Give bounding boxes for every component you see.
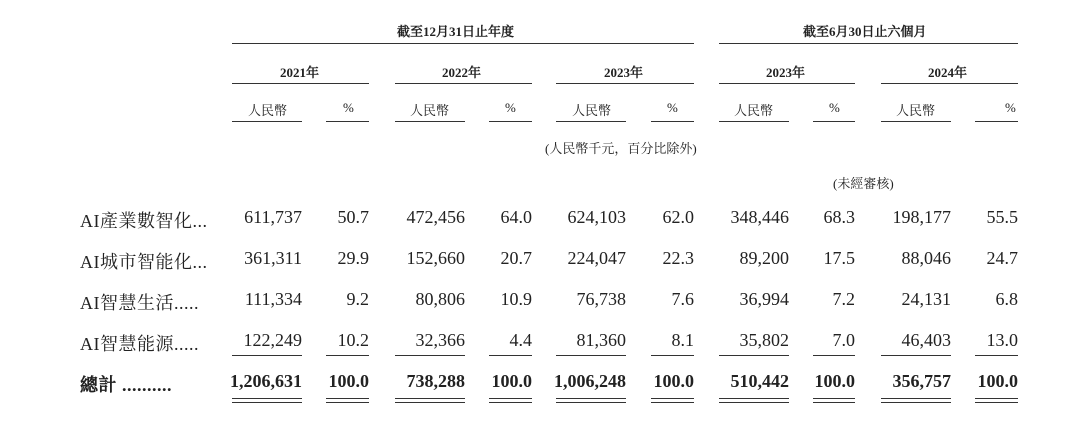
- unit-note: (人民幣千元，百分比除外): [545, 141, 697, 156]
- table-cell: 224,047: [567, 248, 626, 268]
- total-cell: 100.0: [491, 371, 532, 391]
- table-cell: 36,994: [739, 289, 789, 309]
- table-cell: 9.2: [346, 289, 369, 309]
- subtotal-rule: [556, 355, 626, 356]
- year-rule-2023-h1: [719, 83, 855, 84]
- col-rule: [881, 121, 951, 122]
- table-cell: 76,738: [576, 289, 626, 309]
- col-rule: [556, 121, 626, 122]
- table-cell: 88,046: [901, 248, 951, 268]
- subtotal-rule: [395, 355, 465, 356]
- total-double-rule: [975, 398, 1018, 403]
- col-rule: [326, 121, 369, 122]
- unaudited-note: (未經審核): [833, 176, 894, 191]
- table-cell: 17.5: [823, 248, 855, 268]
- subtotal-rule: [651, 355, 694, 356]
- row-label: AI產業數智化...: [80, 211, 208, 231]
- table-cell: 20.7: [500, 248, 532, 268]
- total-double-rule: [813, 398, 855, 403]
- subtotal-rule: [881, 355, 951, 356]
- header-six-months: 截至6月30日止六個月: [803, 24, 927, 39]
- col-rule: [395, 121, 465, 122]
- col-rule: [232, 121, 302, 122]
- year-header-2023-h1: 2023年: [766, 65, 806, 80]
- year-header-2022: 2022年: [442, 65, 482, 80]
- col-rule: [975, 121, 1018, 122]
- total-cell: 1,206,631: [230, 371, 302, 391]
- total-double-rule: [719, 398, 789, 403]
- table-cell: 7.0: [832, 330, 855, 350]
- table-cell: 361,311: [244, 248, 302, 268]
- table-cell: 50.7: [337, 207, 369, 227]
- header-six-months-rule: [719, 43, 1018, 44]
- col-rule: [813, 121, 855, 122]
- col-rule: [719, 121, 789, 122]
- total-cell: 100.0: [328, 371, 369, 391]
- table-cell: 4.4: [509, 330, 532, 350]
- total-double-rule: [489, 398, 532, 403]
- total-cell: 100.0: [977, 371, 1018, 391]
- col-rule: [651, 121, 694, 122]
- subtotal-rule: [719, 355, 789, 356]
- table-cell: 68.3: [823, 207, 855, 227]
- table-cell: 111,334: [244, 289, 302, 309]
- col-header-currency: 人民幣: [248, 103, 288, 118]
- table-cell: 6.8: [995, 289, 1018, 309]
- subtotal-rule: [489, 355, 532, 356]
- table-cell: 624,103: [567, 207, 626, 227]
- table-cell: 29.9: [337, 248, 369, 268]
- subtotal-rule: [232, 355, 302, 356]
- row-label: AI城市智能化...: [80, 252, 208, 272]
- table-cell: 35,802: [739, 330, 789, 350]
- header-fiscal-year: 截至12月31日止年度: [397, 24, 515, 39]
- table-cell: 64.0: [500, 207, 532, 227]
- subtotal-rule: [813, 355, 855, 356]
- table-cell: 472,456: [406, 207, 465, 227]
- year-rule-2023: [556, 83, 694, 84]
- table-cell: 7.2: [832, 289, 855, 309]
- total-double-rule: [556, 398, 626, 403]
- total-double-rule: [651, 398, 694, 403]
- table-cell: 81,360: [576, 330, 626, 350]
- table-cell: 22.3: [662, 248, 694, 268]
- col-header-percent: %: [343, 100, 354, 115]
- table-cell: 7.6: [671, 289, 694, 309]
- table-cell: 62.0: [662, 207, 694, 227]
- year-rule-2021: [232, 83, 369, 84]
- total-cell: 738,288: [406, 371, 465, 391]
- col-header-percent: %: [505, 100, 516, 115]
- col-header-percent: %: [667, 100, 678, 115]
- col-header-currency: 人民幣: [896, 103, 936, 118]
- total-cell: 356,757: [892, 371, 951, 391]
- table-cell: 89,200: [739, 248, 789, 268]
- table-cell: 24.7: [986, 248, 1018, 268]
- total-double-rule: [232, 398, 302, 403]
- table-cell: 198,177: [892, 207, 951, 227]
- table-cell: 10.9: [500, 289, 532, 309]
- col-rule: [489, 121, 532, 122]
- table-cell: 80,806: [415, 289, 465, 309]
- table-cell: 8.1: [671, 330, 694, 350]
- total-double-rule: [881, 398, 951, 403]
- total-cell: 1,006,248: [554, 371, 626, 391]
- table-cell: 24,131: [901, 289, 951, 309]
- table-cell: 152,660: [406, 248, 465, 268]
- year-header-2024-h1: 2024年: [928, 65, 968, 80]
- year-header-2023: 2023年: [604, 65, 644, 80]
- subtotal-rule: [975, 355, 1018, 356]
- header-fiscal-year-rule: [232, 43, 694, 44]
- col-header-currency: 人民幣: [410, 103, 450, 118]
- col-header-currency: 人民幣: [734, 103, 774, 118]
- total-cell: 100.0: [653, 371, 694, 391]
- table-cell: 122,249: [243, 330, 302, 350]
- row-label: AI智慧能源.....: [80, 334, 199, 354]
- table-cell: 32,366: [415, 330, 465, 350]
- total-cell: 100.0: [814, 371, 855, 391]
- total-cell: 510,442: [730, 371, 789, 391]
- total-double-rule: [326, 398, 369, 403]
- subtotal-rule: [326, 355, 369, 356]
- col-header-percent: %: [829, 100, 840, 115]
- table-cell: 55.5: [986, 207, 1018, 227]
- table-cell: 611,737: [244, 207, 302, 227]
- table-cell: 13.0: [986, 330, 1018, 350]
- table-cell: 46,403: [901, 330, 951, 350]
- col-header-percent: %: [1005, 100, 1016, 115]
- table-cell: 10.2: [337, 330, 369, 350]
- year-header-2021: 2021年: [280, 65, 320, 80]
- year-rule-2024-h1: [881, 83, 1018, 84]
- year-rule-2022: [395, 83, 532, 84]
- total-label: 總計 ..........: [80, 375, 172, 395]
- row-label: AI智慧生活.....: [80, 293, 199, 313]
- total-double-rule: [395, 398, 465, 403]
- table-cell: 348,446: [730, 207, 789, 227]
- col-header-currency: 人民幣: [572, 103, 612, 118]
